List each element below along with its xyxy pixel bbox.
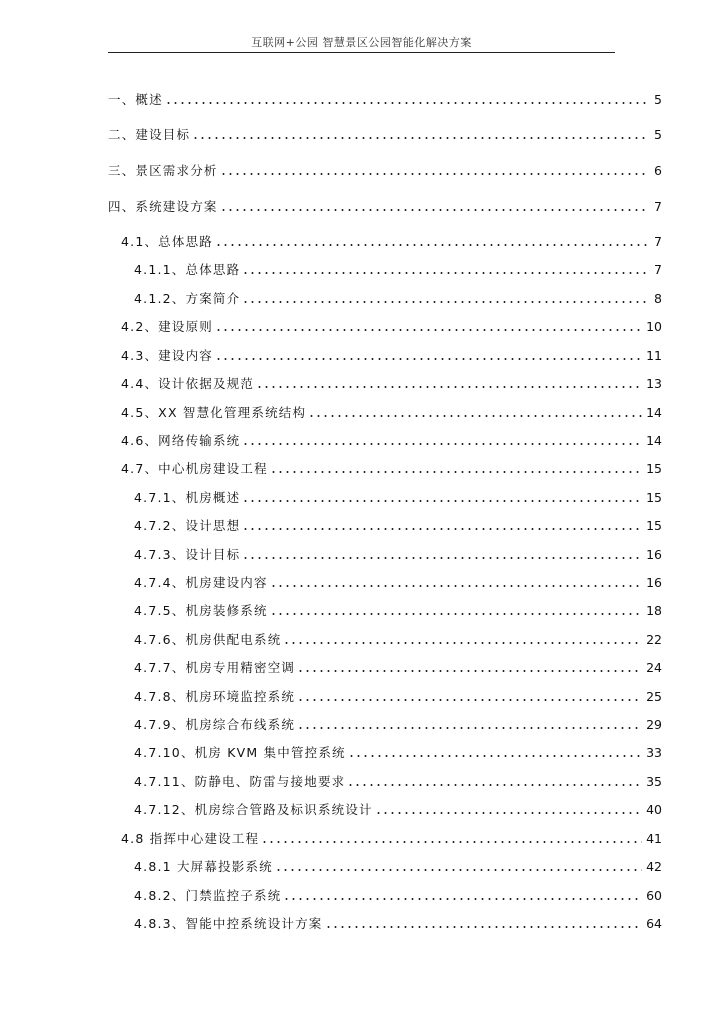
toc-entry-12[interactable] xyxy=(121,429,662,449)
toc-entry-27[interactable] xyxy=(134,855,662,875)
toc-leader-dots xyxy=(242,499,642,503)
toc-entry-15[interactable] xyxy=(134,514,662,534)
toc-entry-26[interactable] xyxy=(121,827,662,847)
toc-entry-page: 6 xyxy=(654,163,662,178)
toc-entry-page: 5 xyxy=(654,92,662,107)
toc-entry-23[interactable] xyxy=(134,741,662,761)
toc-entry-label: 4.7.11、防静电、防雷与接地要求 xyxy=(134,774,346,789)
toc-leader-dots xyxy=(215,243,648,247)
toc-entry-label: 四、系统建设方案 xyxy=(108,199,218,214)
toc-leader-dots xyxy=(283,897,642,901)
toc-entry-page: 15 xyxy=(646,490,662,505)
toc-entry-page: 42 xyxy=(646,859,662,874)
toc-entry-page: 18 xyxy=(646,603,662,618)
toc-entry-11[interactable] xyxy=(121,401,662,421)
toc-entry-label: 4.6、网络传输系统 xyxy=(121,433,241,448)
toc-entry-label: 4.8 指挥中心建设工程 xyxy=(121,831,260,846)
toc-entry-page: 60 xyxy=(646,888,662,903)
toc-entry-label: 三、景区需求分析 xyxy=(108,163,218,178)
toc-entry-label: 4.4、设计依据及规范 xyxy=(121,376,255,391)
toc-entry-label: 4.2、建设原则 xyxy=(121,319,213,334)
toc-entry-page: 64 xyxy=(646,916,662,931)
toc-leader-dots xyxy=(256,385,642,389)
toc-leader-dots xyxy=(275,868,642,872)
toc-entry-label: 4.7、中心机房建设工程 xyxy=(121,461,268,476)
toc-entry-label: 4.7.7、机房专用精密空调 xyxy=(134,660,296,675)
toc-entry-page: 14 xyxy=(646,433,662,448)
toc-entry-page: 33 xyxy=(646,745,662,760)
toc-entry-page: 11 xyxy=(646,348,662,363)
toc-entry-19[interactable] xyxy=(134,628,662,648)
toc-leader-dots xyxy=(220,172,648,176)
toc-entry-label: 4.7.3、设计目标 xyxy=(134,547,241,562)
toc-entry-label: 4.3、建设内容 xyxy=(121,348,213,363)
toc-leader-dots xyxy=(270,584,642,588)
toc-entry-page: 35 xyxy=(646,774,662,789)
toc-leader-dots xyxy=(242,442,642,446)
toc-entry-page: 40 xyxy=(646,802,662,817)
toc-leader-dots xyxy=(242,527,642,531)
toc-entry-3[interactable] xyxy=(108,159,662,179)
toc-entry-label: 4.7.8、机房环境监控系统 xyxy=(134,689,296,704)
toc-entry-7[interactable] xyxy=(134,287,662,307)
toc-entry-page: 7 xyxy=(654,262,662,277)
toc-entry-21[interactable] xyxy=(134,685,662,705)
toc-entry-25[interactable] xyxy=(134,798,662,818)
toc-leader-dots xyxy=(215,328,642,332)
toc-entry-page: 7 xyxy=(654,199,662,214)
toc-entry-page: 7 xyxy=(654,234,662,249)
toc-leader-dots xyxy=(375,811,642,815)
toc-leader-dots xyxy=(261,840,642,844)
toc-leader-dots xyxy=(308,414,642,418)
page-header-title: 互联网+公园 智慧景区公园智能化解决方案 xyxy=(251,36,472,49)
toc-entry-4[interactable] xyxy=(108,195,662,215)
toc-entry-20[interactable] xyxy=(134,656,662,676)
toc-entry-page: 16 xyxy=(646,547,662,562)
toc-entry-label: 4.7.4、机房建设内容 xyxy=(134,575,268,590)
toc-leader-dots xyxy=(270,470,642,474)
toc-leader-dots xyxy=(242,271,648,275)
toc-entry-label: 4.7.1、机房概述 xyxy=(134,490,241,505)
toc-entry-page: 22 xyxy=(646,632,662,647)
toc-leader-dots xyxy=(283,641,642,645)
toc-entry-page: 15 xyxy=(646,518,662,533)
toc-entry-label: 4.7.9、机房综合布线系统 xyxy=(134,717,296,732)
toc-entry-6[interactable] xyxy=(134,258,662,278)
toc-entry-17[interactable] xyxy=(134,571,662,591)
toc-leader-dots xyxy=(347,783,642,787)
toc-entry-13[interactable] xyxy=(121,457,662,477)
toc-entry-label: 4.8.1 大屏幕投影系统 xyxy=(134,859,273,874)
toc-leader-dots xyxy=(297,698,642,702)
toc-entry-label: 4.5、XX 智慧化管理系统结构 xyxy=(121,405,307,420)
toc-entry-2[interactable] xyxy=(108,123,662,143)
toc-entry-page: 8 xyxy=(654,291,662,306)
toc-entry-14[interactable] xyxy=(134,486,662,506)
toc-entry-24[interactable] xyxy=(134,770,662,790)
toc-entry-page: 5 xyxy=(654,127,662,142)
toc-entry-page: 10 xyxy=(646,319,662,334)
toc-entry-10[interactable] xyxy=(121,372,662,392)
toc-leader-dots xyxy=(242,556,642,560)
toc-entry-8[interactable] xyxy=(121,315,662,335)
toc-entry-28[interactable] xyxy=(134,884,662,904)
toc-entry-18[interactable] xyxy=(134,599,662,619)
toc-entry-16[interactable] xyxy=(134,543,662,563)
toc-entry-9[interactable] xyxy=(121,344,662,364)
toc-leader-dots xyxy=(270,612,642,616)
toc-entry-page: 25 xyxy=(646,689,662,704)
toc-entry-page: 14 xyxy=(646,405,662,420)
toc-entry-page: 16 xyxy=(646,575,662,590)
toc-entry-label: 一、概述 xyxy=(108,92,163,107)
toc-entry-1[interactable] xyxy=(108,88,662,108)
toc-entry-label: 4.7.6、机房供配电系统 xyxy=(134,632,282,647)
toc-entry-label: 4.1、总体思路 xyxy=(121,234,213,249)
toc-entry-label: 4.7.10、机房 KVM 集中管控系统 xyxy=(134,745,346,760)
toc-leader-dots xyxy=(165,101,648,105)
toc-entry-page: 24 xyxy=(646,660,662,675)
toc-entry-label: 4.8.3、智能中控系统设计方案 xyxy=(134,916,323,931)
toc-entry-label: 4.7.12、机房综合管路及标识系统设计 xyxy=(134,802,373,817)
toc-entry-label: 4.1.2、方案简介 xyxy=(134,291,241,306)
toc-leader-dots xyxy=(220,208,648,212)
toc-leader-dots xyxy=(215,357,642,361)
toc-entry-22[interactable] xyxy=(134,713,662,733)
toc-entry-page: 13 xyxy=(646,376,662,391)
toc-entry-label: 4.1.1、总体思路 xyxy=(134,262,241,277)
toc-leader-dots xyxy=(297,669,642,673)
toc-leader-dots xyxy=(348,754,642,758)
toc-entry-page: 41 xyxy=(646,831,662,846)
toc-leader-dots xyxy=(297,726,642,730)
toc-entry-label: 二、建设目标 xyxy=(108,127,191,142)
toc-entry-label: 4.7.2、设计思想 xyxy=(134,518,241,533)
toc-entry-page: 15 xyxy=(646,461,662,476)
toc-leader-dots xyxy=(192,136,648,140)
toc-entry-label: 4.8.2、门禁监控子系统 xyxy=(134,888,282,903)
toc-entry-29[interactable] xyxy=(134,912,662,932)
toc-entry-page: 29 xyxy=(646,717,662,732)
toc-entry-5[interactable] xyxy=(121,230,662,250)
toc-leader-dots xyxy=(242,300,648,304)
toc-leader-dots xyxy=(325,925,643,929)
toc-entry-label: 4.7.5、机房装修系统 xyxy=(134,603,268,618)
